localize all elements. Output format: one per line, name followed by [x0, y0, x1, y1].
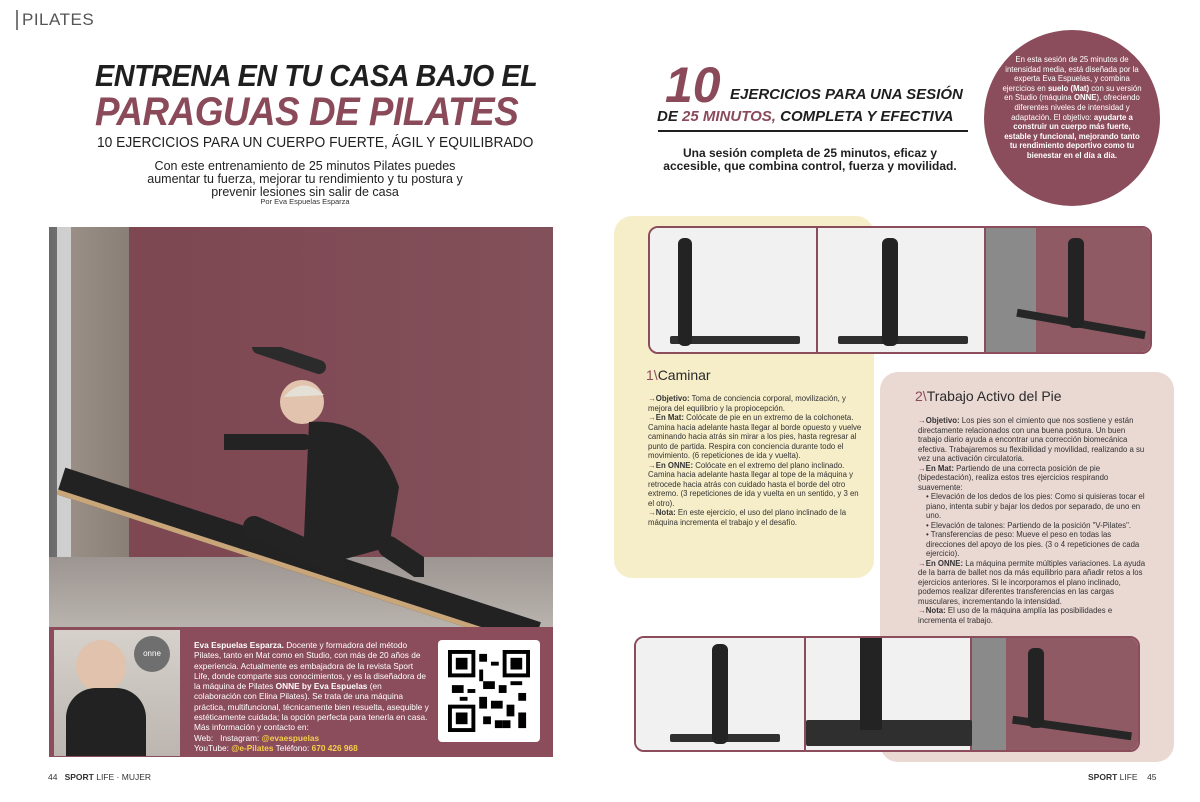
footer-brand-right-2: LIFE [1119, 772, 1138, 782]
figure-standing [678, 238, 692, 346]
session-info-text [1000, 55, 1144, 161]
headline-line1: ENTRENA EN TU CASA BAJO EL [95, 58, 538, 93]
footer-right [1088, 772, 1157, 782]
ex1-photo-3 [986, 228, 1152, 352]
ex2-bullet: • Elevación de los dedos de los pies: Como si quisieras tocar el piano, intenta subir y bajar los dedos por separado, de uno en uno. [926, 492, 1150, 521]
author-name: Eva Espuelas Esparza. [194, 640, 284, 650]
exercise-1-name: Caminar [657, 367, 711, 383]
exercise-2-heading [915, 388, 1165, 406]
exercise-2-photo-strip [634, 636, 1140, 752]
figure-walking [882, 238, 898, 346]
pilates-figure-illustration [224, 347, 424, 577]
phone-number[interactable]: 670 426 968 [311, 742, 358, 753]
author-photo [54, 630, 180, 756]
ex1-photo-2 [818, 228, 986, 352]
section-divider [16, 10, 18, 30]
figure-on-board [1068, 238, 1084, 328]
ex2-bullets [918, 492, 1150, 559]
circle-bold-1: suelo (Mat) [1047, 83, 1090, 93]
main-photo-side-stretch [49, 227, 553, 627]
web-label: Web: [194, 732, 214, 743]
mat-closeup [806, 720, 972, 746]
qr-code[interactable] [438, 640, 540, 742]
exercise-2-number: 2\ [915, 388, 927, 404]
wall-bars [57, 227, 71, 557]
exercise-2-body [918, 416, 1150, 625]
byline: Por Eva Espuelas Esparza [260, 197, 350, 206]
ex1-item-1: →En Mat: Colócate de pie en un extremo de la colchoneta. Camina hacia adelante hasta llegar al borde opuesto y vuelve caminando hacia atrás sin mirar a los pies, hasta regresar al punto de partida. Respira con conciencia durante todo el movimiento. (6 repeticiones de ida y vuelta). [648, 413, 862, 460]
youtube-handle[interactable]: @e-Pilates [231, 742, 274, 753]
bio-brand: ONNE by Eva Espuelas [275, 681, 368, 692]
ex2-bullet: • Transferencias de peso: Mueve el peso en todas las direcciones del apoyo de los pies. (3 o 4 repeticiones de cada ejercicio). [926, 530, 1150, 559]
footer-brand-left: SPORT [64, 772, 94, 782]
ex2-bullet: • Elevación de talones: Partiendo de la posición "V-Pilates". [926, 521, 1150, 531]
ex1-item-0: →Objetivo: Toma de conciencia corporal, movilización, y mejora del equilibrio y la propiocepción. [648, 394, 846, 413]
exercise-2-title [915, 388, 1062, 404]
ex2-photo-3 [972, 638, 1140, 750]
ex2-item-1: →En Mat: Partiendo de una correcta posición de pie (bipedestación), realiza estos tres ejercicios respirando suavemente: [918, 463, 1109, 492]
ex2-item-2: →En ONNE: La máquina permite múltiples variaciones. La ayuda de la barra de ballet nos da más equilibrio para añadir retos a los ejercicios anteriores. Si le incorporamos el plano inclinado, podemos realizar diferentes transferencias en las cargas musculares, incrementando la intensidad. [918, 558, 1146, 606]
leg-closeup [860, 638, 882, 730]
footer-suffix-left: · MUJER [116, 772, 152, 782]
ex2-item-3: →Nota: El uso de la máquina amplía las posibilidades e incrementa el trabajo. [918, 606, 1113, 625]
right-title-minutes: 25 MINUTOS, [682, 108, 776, 125]
right-title-line1: EJERCICIOS PARA UNA SESIÓN [730, 86, 963, 103]
page-number-left: 44 [48, 772, 58, 782]
headline-subtitle: 10 EJERCICIOS PARA UN CUERPO FUERTE, ÁGIL Y EQUILIBRADO [97, 134, 534, 151]
right-title-de: DE [657, 108, 678, 125]
figure-on-board [1028, 648, 1044, 728]
figure-standing [712, 644, 728, 744]
footer-brand-left-2: LIFE [96, 772, 115, 782]
circle-text-1: En esta sesión de 25 minutos de intensidad media, está diseñada por la experta Eva Espuelas, y combina ejercicios en [1002, 55, 1139, 93]
bio-contact-intro: Más información y contacto en: [194, 722, 309, 733]
circle-text-2: con su versión en Studio (máquina [1004, 83, 1142, 103]
youtube-label: YouTube: [194, 742, 229, 753]
ex2-photo-2 [806, 638, 972, 750]
exercise-1-title [646, 367, 711, 383]
bio-text-2: (en colaboración con Elina Pilates). Se trata de una máquina práctica, multifuncional, técnicamente bien resuelta, asequible y estéticamente cuidada; la opción perfecta para tenerla en casa. [194, 681, 429, 723]
right-intro: Una sesión completa de 25 minutos, eficaz y accesible, que combina control, fuerza y movilidad. [663, 146, 957, 173]
exercise-1-body [648, 394, 862, 527]
footer-brand-right: SPORT [1088, 772, 1118, 782]
circle-bold-3: ayudarte a construir un cuerpo más fuerte, estable y funcional, mejorando tanto tu rendimiento deportivo como tu bienestar en el día a día. [1004, 112, 1140, 160]
page-number-right: 45 [1147, 772, 1157, 782]
right-title-complete: COMPLETA Y EFECTIVA [780, 108, 954, 125]
title-underline [658, 130, 968, 132]
author-bio-text [194, 640, 431, 753]
headline-line2: PARAGUAS DE PILATES [95, 90, 519, 134]
ex2-item-0: →Objetivo: Los pies son el cimiento que nos sostiene y están directamente relacionados con una buena postura. Un buen trabajo diario ayuda a encontrar una corrección biomecánica efectiva. Trabajaremos su flexibilidad y movilidad, realizando a su vez una activación circulatoria. [918, 416, 1145, 463]
ex2-photo-1 [636, 638, 806, 750]
article-intro: Con este entrenamiento de 25 minutos Pilates puedes aumentar tu fuerza, mejorar tu rendimiento y tu postura y prevenir lesiones sin salir de casa [147, 159, 463, 199]
exercise-2-name: Trabajo Activo del Pie [926, 388, 1062, 404]
bio-text-1: Docente y formadora del método Pilates, tanto en Mat como en Studio, con más de 20 años de experiencia. Actualmente es embajadora de la revista Sport Life, donde comparte sus conocimientos, y es la diseñadora de la máquina de Pilates [194, 640, 426, 692]
ex1-item-3: →Nota: En este ejercicio, el uso del plano inclinado de la máquina incrementa el trabajo y el desafío. [648, 508, 847, 527]
circle-bold-2: ONNE [1073, 93, 1097, 103]
author-face [76, 640, 126, 692]
exercise-1-number: 1\ [646, 367, 658, 383]
ex1-photo-1 [650, 228, 818, 352]
onne-logo: onne [134, 636, 170, 672]
mat [838, 336, 968, 344]
exercise-1-photo-strip [648, 226, 1152, 354]
circle-text-3: ), ofreciendo diferentes niveles de intensidad y adaptación. El objetivo: [1011, 93, 1140, 122]
right-title-line2 [657, 108, 953, 125]
qr-code-pattern [448, 650, 530, 732]
instagram-handle[interactable]: @evaespuelas [261, 732, 320, 743]
phone-label: Teléfono: [275, 742, 310, 753]
big-number-ten: 10 [665, 57, 721, 113]
ex1-item-2: →En ONNE: Colócate en el extremo del plano inclinado. Camina hacia adelante hasta llegar al tope de la máquina y retrocede hacia atrás con cuidado hasta el borde del otro extremo. (3 repeticiones de ida y vuelta en un sentido, y 3 en el otro). [648, 460, 859, 508]
footer-left [48, 772, 151, 782]
section-label: PILATES [22, 10, 95, 29]
exercise-1-heading [646, 367, 866, 385]
author-body [66, 688, 146, 756]
instagram-label: Instagram: [220, 732, 260, 743]
